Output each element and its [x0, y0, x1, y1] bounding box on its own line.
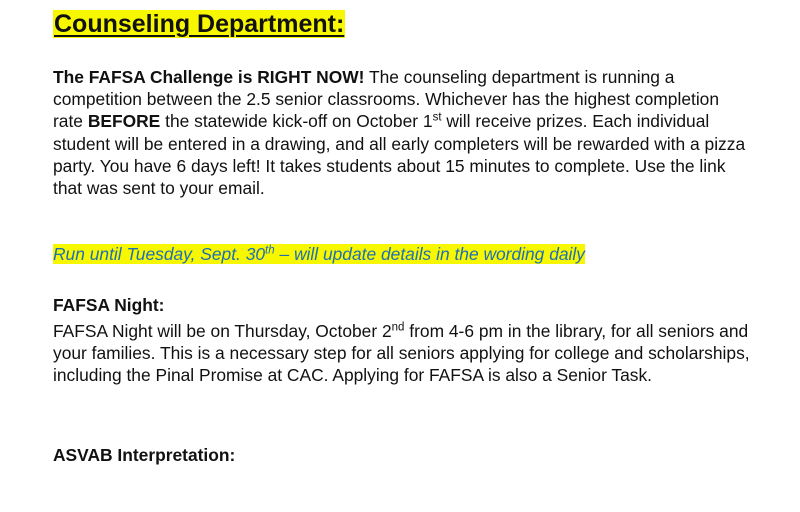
fafsa-challenge-text-3: will receive prizes. Each individual student will be entered in a drawing, and all early completers will be rewarded with a pizza party. You have 6 days left! It takes students about 15 minutes to complete. Use the link that was sent to your email.: [53, 111, 746, 199]
fafsa-challenge-lead: The FAFSA Challenge is RIGHT NOW!: [53, 67, 365, 87]
run-note-text-1: Run until Tuesday, Sept. 30: [53, 244, 266, 264]
fafsa-night-text-2: from 4-6 pm in the library, for all seniors and your families. This is a necessary step for all seniors applying for college and scholarships, including the Pinal Promise at CAC. Applying for FAFSA is also a Senior Task.: [53, 321, 750, 386]
heading-highlight: Counseling Department:: [54, 10, 345, 38]
before-emphasis: BEFORE: [87, 111, 161, 132]
asvab-title: ASVAB Interpretation:: [53, 445, 236, 465]
run-until-note: [53, 243, 585, 265]
run-note-text-2: – will update details in the wording daily: [274, 244, 585, 264]
fafsa-night-paragraph: [53, 320, 753, 387]
fafsa-challenge-text-2: the statewide kick-off on October 1: [160, 111, 433, 132]
ordinal-suffix-nd: nd: [391, 321, 405, 334]
fafsa-night-title: FAFSA Night:: [53, 295, 165, 315]
section-heading: [53, 8, 345, 40]
fafsa-night-text-1: FAFSA Night will be on Thursday, October 2: [53, 321, 392, 341]
ordinal-suffix-st: st: [432, 112, 442, 125]
fafsa-challenge-paragraph: [53, 66, 753, 199]
ordinal-suffix-th: th: [265, 244, 275, 257]
fafsa-challenge-text-1: The counseling department is running a competition between the 2.5 senior classrooms. Whichever has the highest completion rate: [53, 67, 720, 132]
run-note-highlight: [53, 244, 585, 264]
